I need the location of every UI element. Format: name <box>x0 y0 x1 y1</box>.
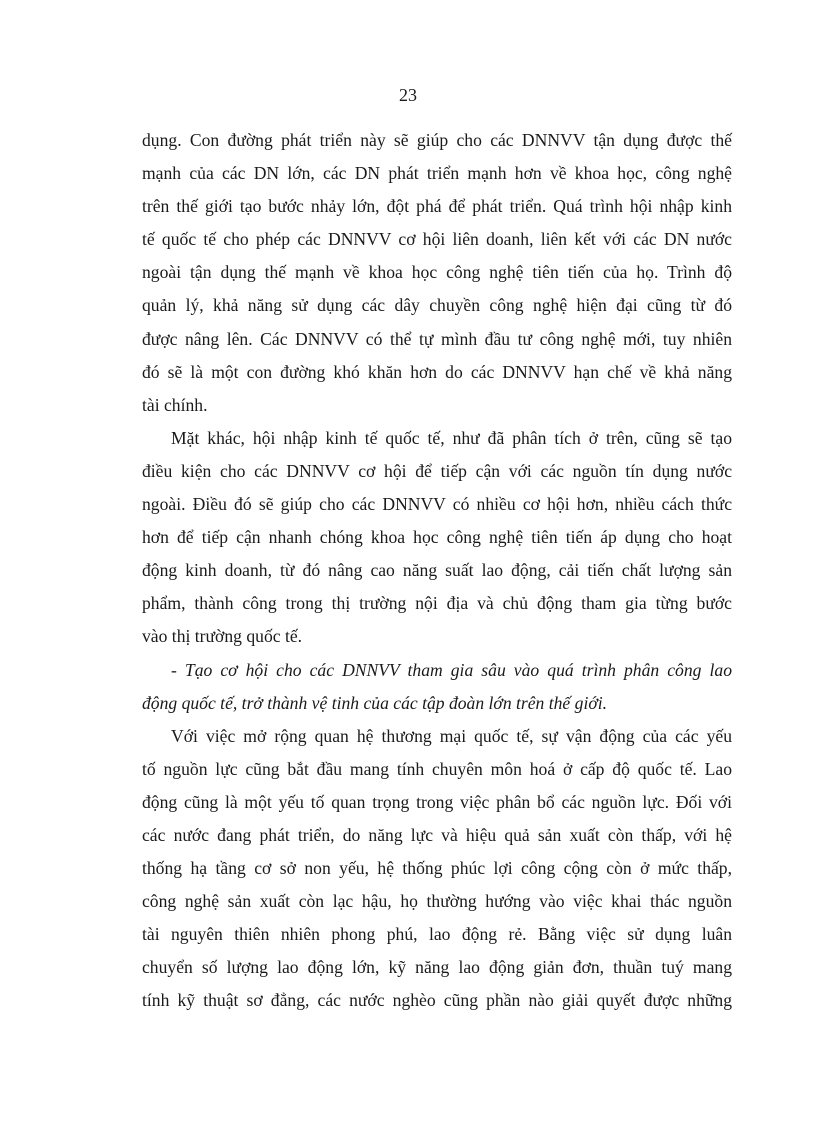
text-line: tài nguyên thiên nhiên phong phú, lao động rẻ. Bằng việc sử dụng luân <box>142 924 732 945</box>
text-line: điều kiện cho các DNNVV cơ hội để tiếp cận với các nguồn tín dụng nước <box>142 460 732 481</box>
text-line: động kinh doanh, từ đó nâng cao năng suất lao động, cải tiến chất lượng sản <box>142 560 732 581</box>
text-line: công nghệ sản xuất còn lạc hậu, họ thường hướng vào việc khai thác nguồn <box>142 891 732 912</box>
text-line: ngoài. Điều đó sẽ giúp cho các DNNVV có nhiều cơ hội hơn, nhiều cách thức <box>142 494 732 515</box>
paragraph <box>142 422 732 654</box>
text-line: được nâng lên. Các DNNVV có thể tự mình đầu tư công nghệ mới, tuy nhiên <box>142 328 732 349</box>
page-number: 23 <box>399 85 417 105</box>
text-line: Mặt khác, hội nhập kinh tế quốc tế, như đã phân tích ở trên, cũng sẽ tạo <box>171 427 732 448</box>
paragraph <box>142 720 732 1018</box>
paragraph <box>142 124 732 422</box>
text-line: ngoài tận dụng thế mạnh về khoa học công nghệ tiên tiến của họ. Trình độ <box>142 262 732 283</box>
text-line: quản lý, khả năng sử dụng các dây chuyền công nghệ hiện đại cũng từ đó <box>142 295 732 316</box>
text-line: vào thị trường quốc tế. <box>142 626 303 647</box>
text-line: tài chính. <box>142 394 208 415</box>
text-line: hơn để tiếp cận nhanh chóng khoa học công nghệ tiên tiến áp dụng cho hoạt <box>142 527 732 548</box>
text-line: các nước đang phát triển, do năng lực và hiệu quả sản xuất còn thấp, với hệ <box>142 824 732 845</box>
body-text <box>142 124 732 1018</box>
text-line: dụng. Con đường phát triển này sẽ giúp cho các DNNVV tận dụng được thế <box>142 130 732 150</box>
text-line: chuyển số lượng lao động lớn, kỹ năng lao động giản đơn, thuần tuý mang <box>142 957 732 978</box>
text-line: Với việc mở rộng quan hệ thương mại quốc tế, sự vận động của các yếu <box>171 725 732 746</box>
text-line: tính kỹ thuật sơ đẳng, các nước nghèo cũng phần nào giải quyết được những <box>142 990 732 1011</box>
text-line: phẩm, thành công trong thị trường nội địa và chủ động tham gia từng bước <box>142 593 732 614</box>
text-line: đó sẽ là một con đường khó khăn hơn do các DNNVV hạn chế về khả năng <box>142 361 732 382</box>
text-line: tố nguồn lực cũng bắt đầu mang tính chuyên môn hoá ở cấp độ quốc tế. Lao <box>142 758 732 779</box>
paragraph <box>142 654 732 720</box>
text-line: động cũng là một yếu tố quan trọng trong việc phân bổ các nguồn lực. Đối với <box>142 791 732 812</box>
text-line: mạnh của các DN lớn, các DN phát triển mạnh hơn về khoa học, công nghệ <box>142 163 732 184</box>
text-line: trên thế giới tạo bước nhảy lớn, đột phá để phát triển. Quá trình hội nhập kinh <box>142 196 732 217</box>
text-line: thống hạ tầng cơ sở non yếu, hệ thống phúc lợi công cộng còn ở mức thấp, <box>142 858 732 879</box>
text-line: tế quốc tế cho phép các DNNVV cơ hội liên doanh, liên kết với các DN nước <box>142 229 732 250</box>
text-line: - Tạo cơ hội cho các DNNVV tham gia sâu vào quá trình phân công lao <box>171 659 732 680</box>
text-line: động quốc tế, trở thành vệ tinh của các tập đoàn lớn trên thế giới. <box>142 692 608 713</box>
